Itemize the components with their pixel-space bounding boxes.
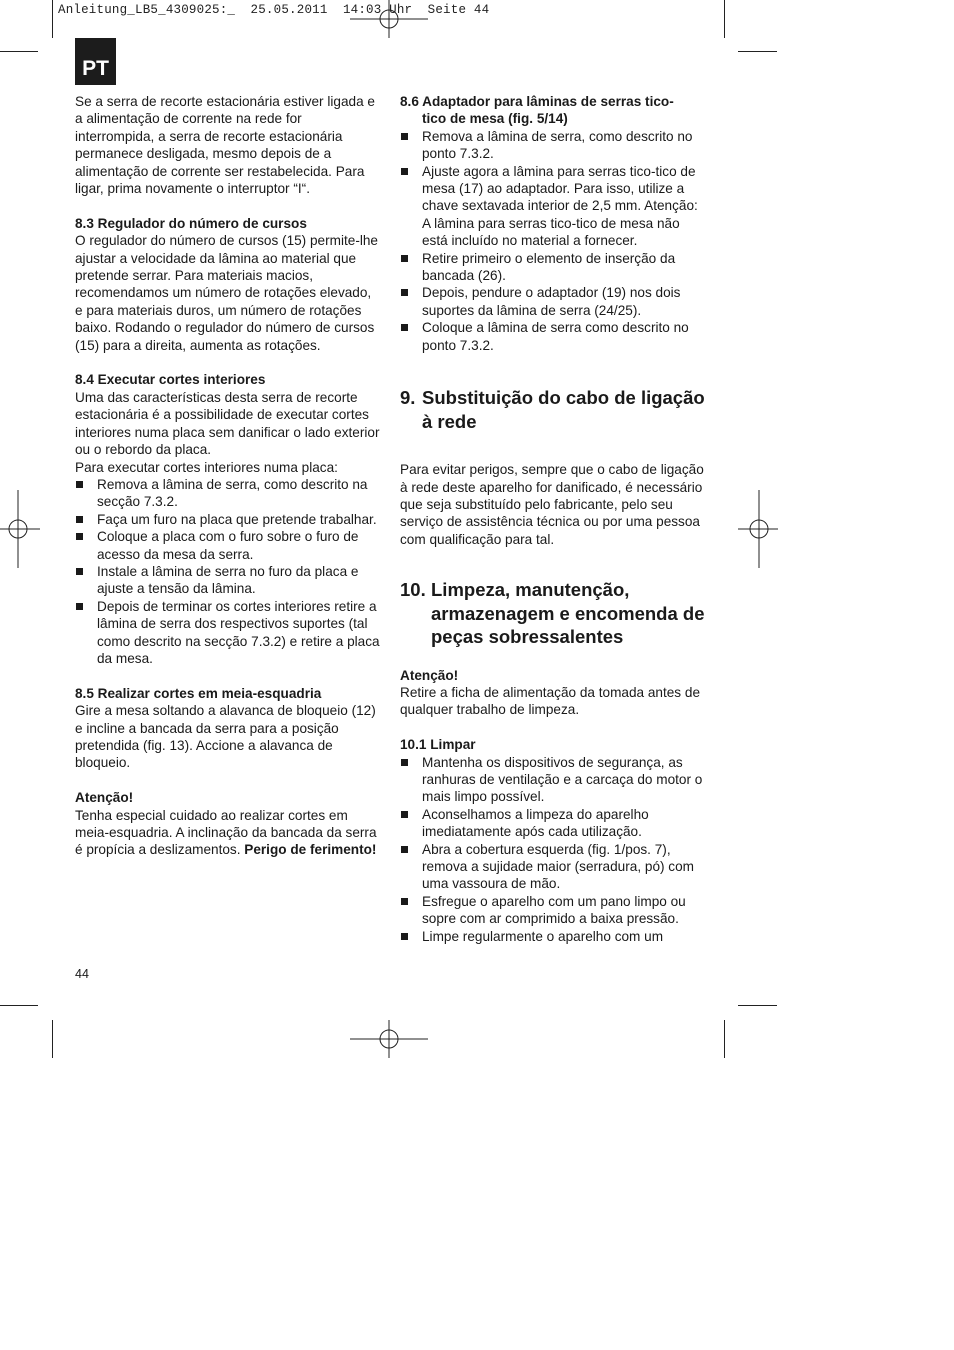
section-8-4-lead: Para executar cortes interiores numa placa: — [75, 459, 338, 475]
injury-warning: Perigo de ferimento! — [244, 842, 377, 858]
section-8-3-body: O regulador do número de cursos (15) permite-lhe ajustar a velocidade da lâmina ao material que pretende serrar. Para materiais macios, recomendamos um número de rotações elevado, e para materiais duros, um número de rotações baixo. Rodando o regulador do número de cursos (15) para a direita, aumenta as rotações. — [75, 233, 378, 353]
attention-label: Atenção! — [75, 790, 134, 806]
registration-mark-bottom — [350, 1020, 428, 1058]
list-item: Coloque a placa com o furo sobre o furo de acesso da mesa da serra. — [75, 528, 380, 563]
crop-mark — [52, 1020, 53, 1058]
list-item: Instale a lâmina de serra no furo da placa e ajuste a tensão da lâmina. — [75, 563, 380, 598]
registration-mark-left — [0, 490, 40, 568]
language-badge: PT — [75, 38, 116, 85]
list-item: Coloque a lâmina de serra como descrito no ponto 7.3.2. — [400, 319, 705, 354]
crop-mark — [738, 51, 777, 52]
list-item: Retire primeiro o elemento de inserção da bancada (26). — [400, 250, 705, 285]
list-item: Remova a lâmina de serra, como descrito no ponto 7.3.2. — [400, 128, 705, 163]
list-item: Aconselhamos a limpeza do aparelho imediatamente após cada utilização. — [400, 806, 705, 841]
section-8-4-heading: 8.4 Executar cortes interiores — [75, 372, 266, 388]
list-item: Abra a cobertura esquerda (fig. 1/pos. 7), remova a sujidade maior (serradura, pó) com uma vassoura de mão. — [400, 841, 705, 893]
left-column — [75, 93, 380, 859]
list-item: Depois, pendure o adaptador (19) nos dois suportes da lâmina de serra (24/25). — [400, 284, 705, 319]
section-8-6-heading: 8.6 Adaptador para lâminas de serras tico- tico de mesa (fig. 5/14) — [400, 94, 674, 127]
section-8-3-heading: 8.3 Regulador do número de cursos — [75, 215, 307, 231]
section-10-heading: 10. Limpeza, manutenção, armazenagem e encomenda de peças sobressalentes — [400, 579, 705, 648]
crop-mark — [724, 1020, 725, 1058]
list-item: Ajuste agora a lâmina para serras tico-tico de mesa (17) ao adaptador. Para isso, utilize a chave sextavada interior de 2,5 mm. Atenção: A lâmina para serras tico-tico de mesa não está incluído no material a fornecer. — [400, 163, 705, 250]
section-8-4-list — [75, 476, 380, 667]
crop-mark — [0, 51, 38, 52]
list-item: Remova a lâmina de serra, como descrito na secção 7.3.2. — [75, 476, 380, 511]
attention-body: Retire a ficha de alimentação da tomada antes de qualquer trabalho de limpeza. — [400, 685, 701, 718]
page-number: 44 — [75, 967, 89, 981]
attention-label: Atenção! — [400, 667, 459, 683]
section-8-6-list — [400, 128, 705, 354]
section-10-1-list — [400, 754, 705, 945]
section-10-1-heading: 10.1 Limpar — [400, 737, 476, 753]
list-item: Faça um furo na placa que pretende trabalhar. — [75, 511, 380, 528]
section-8-5-body: Gire a mesa soltando a alavanca de bloqueio (12) e incline a bancada da serra para a posição pretendida (fig. 13). Accione a alavanca de bloqueio. — [75, 703, 376, 771]
print-header: Anleitung_LB5_4309025:_ 25.05.2011 14:03 Uhr Seite 44 — [58, 3, 490, 17]
section-9-heading: 9. Substituição do cabo de ligação à rede — [400, 387, 705, 432]
section-8-5-heading: 8.5 Realizar cortes em meia-esquadria — [75, 685, 322, 701]
list-item: Limpe regularmente o aparelho com um — [400, 928, 705, 945]
list-item: Esfregue o aparelho com um pano limpo ou sopre com ar comprimido a baixa pressão. — [400, 893, 705, 928]
crop-mark — [52, 0, 53, 38]
registration-mark-top — [350, 0, 428, 38]
list-item: Depois de terminar os cortes interiores retire a lâmina de serra dos respectivos suportes (tal como descrito na secção 7.3.2) e retire a placa da mesa. — [75, 598, 380, 668]
right-column — [400, 93, 705, 945]
crop-mark — [724, 0, 725, 38]
list-item: Mantenha os dispositivos de segurança, as ranhuras de ventilação e a carcaça do motor o mais limpo possível. — [400, 754, 705, 806]
section-9-body: Para evitar perigos, sempre que o cabo de ligação à rede deste aparelho for danificado, é necessário que seja substituído pelo fabricante, pelo seu serviço de assistência técnica ou por uma pessoa com qualificação para tal. — [400, 462, 704, 547]
crop-mark — [738, 1005, 777, 1006]
section-8-4-body: Uma das características desta serra de recorte estacionária é a possibilidade de executar cortes interiores numa placa sem danificar o lado exterior ou o rebordo da placa. — [75, 389, 380, 458]
registration-mark-right — [738, 490, 778, 568]
crop-mark — [0, 1005, 38, 1006]
attention-body: Tenha especial cuidado ao realizar cortes em meia-esquadria. A inclinação da bancada da serra é propícia a deslizamentos. Perigo de ferimento! — [75, 807, 377, 858]
intro-paragraph: Se a serra de recorte estacionária estiver ligada e a alimentação de corrente na rede for interrompida, a serra de recorte estacionária permanece desligada, mesmo depois de a alimentação de corrente ser restabelecida. Para ligar, prima novamente o interruptor “I“. — [75, 94, 375, 197]
